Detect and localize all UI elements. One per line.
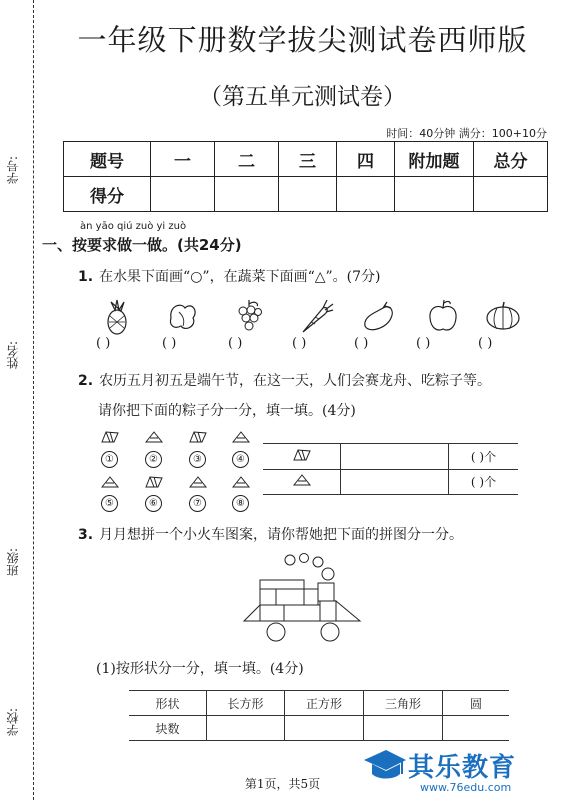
page-number: 第1页，共5页 xyxy=(244,777,321,791)
zongzi-icon xyxy=(292,473,312,487)
cabbage-icon xyxy=(163,296,203,336)
score-header-cell: 附加题 xyxy=(395,142,474,177)
shape-header-cell: 正方形 xyxy=(285,691,364,716)
score-header-cell: 四 xyxy=(337,142,395,177)
shape-row-label: 块数 xyxy=(129,716,207,741)
zongzi-number: ④ xyxy=(232,451,249,468)
shape-header-cell: 圆 xyxy=(443,691,510,716)
zongzi-icon xyxy=(100,475,120,489)
answer-blank[interactable]: ( ) xyxy=(354,336,369,351)
answer-blank[interactable]: ( ) xyxy=(416,336,431,351)
graduation-cap-icon xyxy=(362,746,408,786)
train-puzzle-figure xyxy=(238,551,368,646)
score-header-cell: 一 xyxy=(151,142,215,177)
binding-line xyxy=(33,0,34,800)
section-pinyin: àn yāo qiú zuò yi zuò xyxy=(80,221,187,232)
shape-header-cell: 长方形 xyxy=(207,691,285,716)
brand-url: www.76edu.com xyxy=(420,781,512,794)
section-heading: 一、按要求做一做。(共24分) xyxy=(42,236,242,254)
question-number: 2. xyxy=(78,373,94,389)
question-1 xyxy=(78,266,381,286)
score-header-cell: 二 xyxy=(215,142,279,177)
score-cell[interactable] xyxy=(395,177,474,212)
answer-blank[interactable]: ( ) xyxy=(162,336,177,351)
school-label: 学校: xyxy=(6,707,20,736)
answer-count-blank[interactable]: ( )个 xyxy=(449,469,519,495)
answer-count-blank[interactable]: ( )个 xyxy=(449,444,519,470)
produce-row xyxy=(97,296,527,336)
score-cell[interactable] xyxy=(215,177,279,212)
zongzi-number: ⑥ xyxy=(145,495,162,512)
pineapple-icon xyxy=(97,296,137,336)
student-number-label: 学号: xyxy=(6,155,20,184)
shape-count-cell[interactable] xyxy=(207,716,285,741)
shape-count-cell[interactable] xyxy=(443,716,510,741)
score-header-cell: 总分 xyxy=(474,142,548,177)
zongzi-icon xyxy=(231,430,251,444)
carrot-icon xyxy=(295,296,335,336)
eggplant-icon xyxy=(359,296,399,336)
zongzi-number: ⑧ xyxy=(232,495,249,512)
score-row-label: 得分 xyxy=(64,177,151,212)
zongzi-icon xyxy=(231,475,251,489)
zongzi-icon xyxy=(188,475,208,489)
answer-blank[interactable]: ( ) xyxy=(292,336,307,351)
question-text: 月月想拼一个小火车图案，请你帮她把下面的拼图分一分。 xyxy=(99,527,464,543)
pumpkin-icon xyxy=(483,296,523,336)
answer-blank[interactable]: ( ) xyxy=(96,336,111,351)
score-cell[interactable] xyxy=(337,177,395,212)
brand-logo-text: 其乐教育 xyxy=(408,753,517,783)
question-number: 1. xyxy=(78,269,94,285)
score-cell[interactable] xyxy=(279,177,337,212)
shape-header-cell: 形状 xyxy=(129,691,207,716)
question-text: 农历五月初五是端午节，在这一天，人们会赛龙舟、吃粽子等。 xyxy=(99,373,492,389)
zongzi-icon xyxy=(144,475,164,489)
shape-count-cell[interactable] xyxy=(285,716,364,741)
page-title: 一年级下册数学拔尖测试卷西师版 xyxy=(77,23,528,57)
shape-count-table xyxy=(129,690,509,741)
question-text: 在水果下面画“○”，在蔬菜下面画“△”。(7分) xyxy=(99,269,381,285)
zongzi-icon xyxy=(292,448,312,462)
zongzi-number: ② xyxy=(145,451,162,468)
question-2-instruction: 请你把下面的粽子分一分，填一填。(4分) xyxy=(98,403,356,419)
zongzi-number: ③ xyxy=(189,451,206,468)
sort-cell[interactable] xyxy=(341,469,449,495)
zongzi-icon xyxy=(144,430,164,444)
sort-cell[interactable] xyxy=(341,444,449,470)
score-header-cell: 三 xyxy=(279,142,337,177)
time-info: 时间：40分钟 满分：100+10分 xyxy=(386,127,547,140)
score-cell[interactable] xyxy=(151,177,215,212)
shape-count-cell[interactable] xyxy=(364,716,443,741)
zongzi-number: ⑦ xyxy=(189,495,206,512)
answer-blank[interactable]: ( ) xyxy=(228,336,243,351)
page-subtitle: （第五单元测试卷） xyxy=(199,84,406,110)
answer-blank[interactable]: ( ) xyxy=(478,336,493,351)
score-table xyxy=(63,141,548,212)
apple-icon xyxy=(423,296,463,336)
zongzi-sort-table xyxy=(263,443,518,495)
zongzi-icon xyxy=(188,430,208,444)
zongzi-number: ① xyxy=(101,451,118,468)
zongzi-icon xyxy=(100,430,120,444)
zongzi-number: ⑤ xyxy=(101,495,118,512)
score-header-cell: 题号 xyxy=(64,142,151,177)
question-number: 3. xyxy=(78,527,94,543)
question-2 xyxy=(78,370,491,390)
question-3-subpart: (1)按形状分一分，填一填。(4分) xyxy=(96,661,304,677)
question-3 xyxy=(78,524,463,544)
class-label: 班级: xyxy=(6,547,20,576)
name-label: 姓名: xyxy=(6,340,20,369)
grapes-icon xyxy=(229,296,269,336)
score-cell[interactable] xyxy=(474,177,548,212)
shape-header-cell: 三角形 xyxy=(364,691,443,716)
